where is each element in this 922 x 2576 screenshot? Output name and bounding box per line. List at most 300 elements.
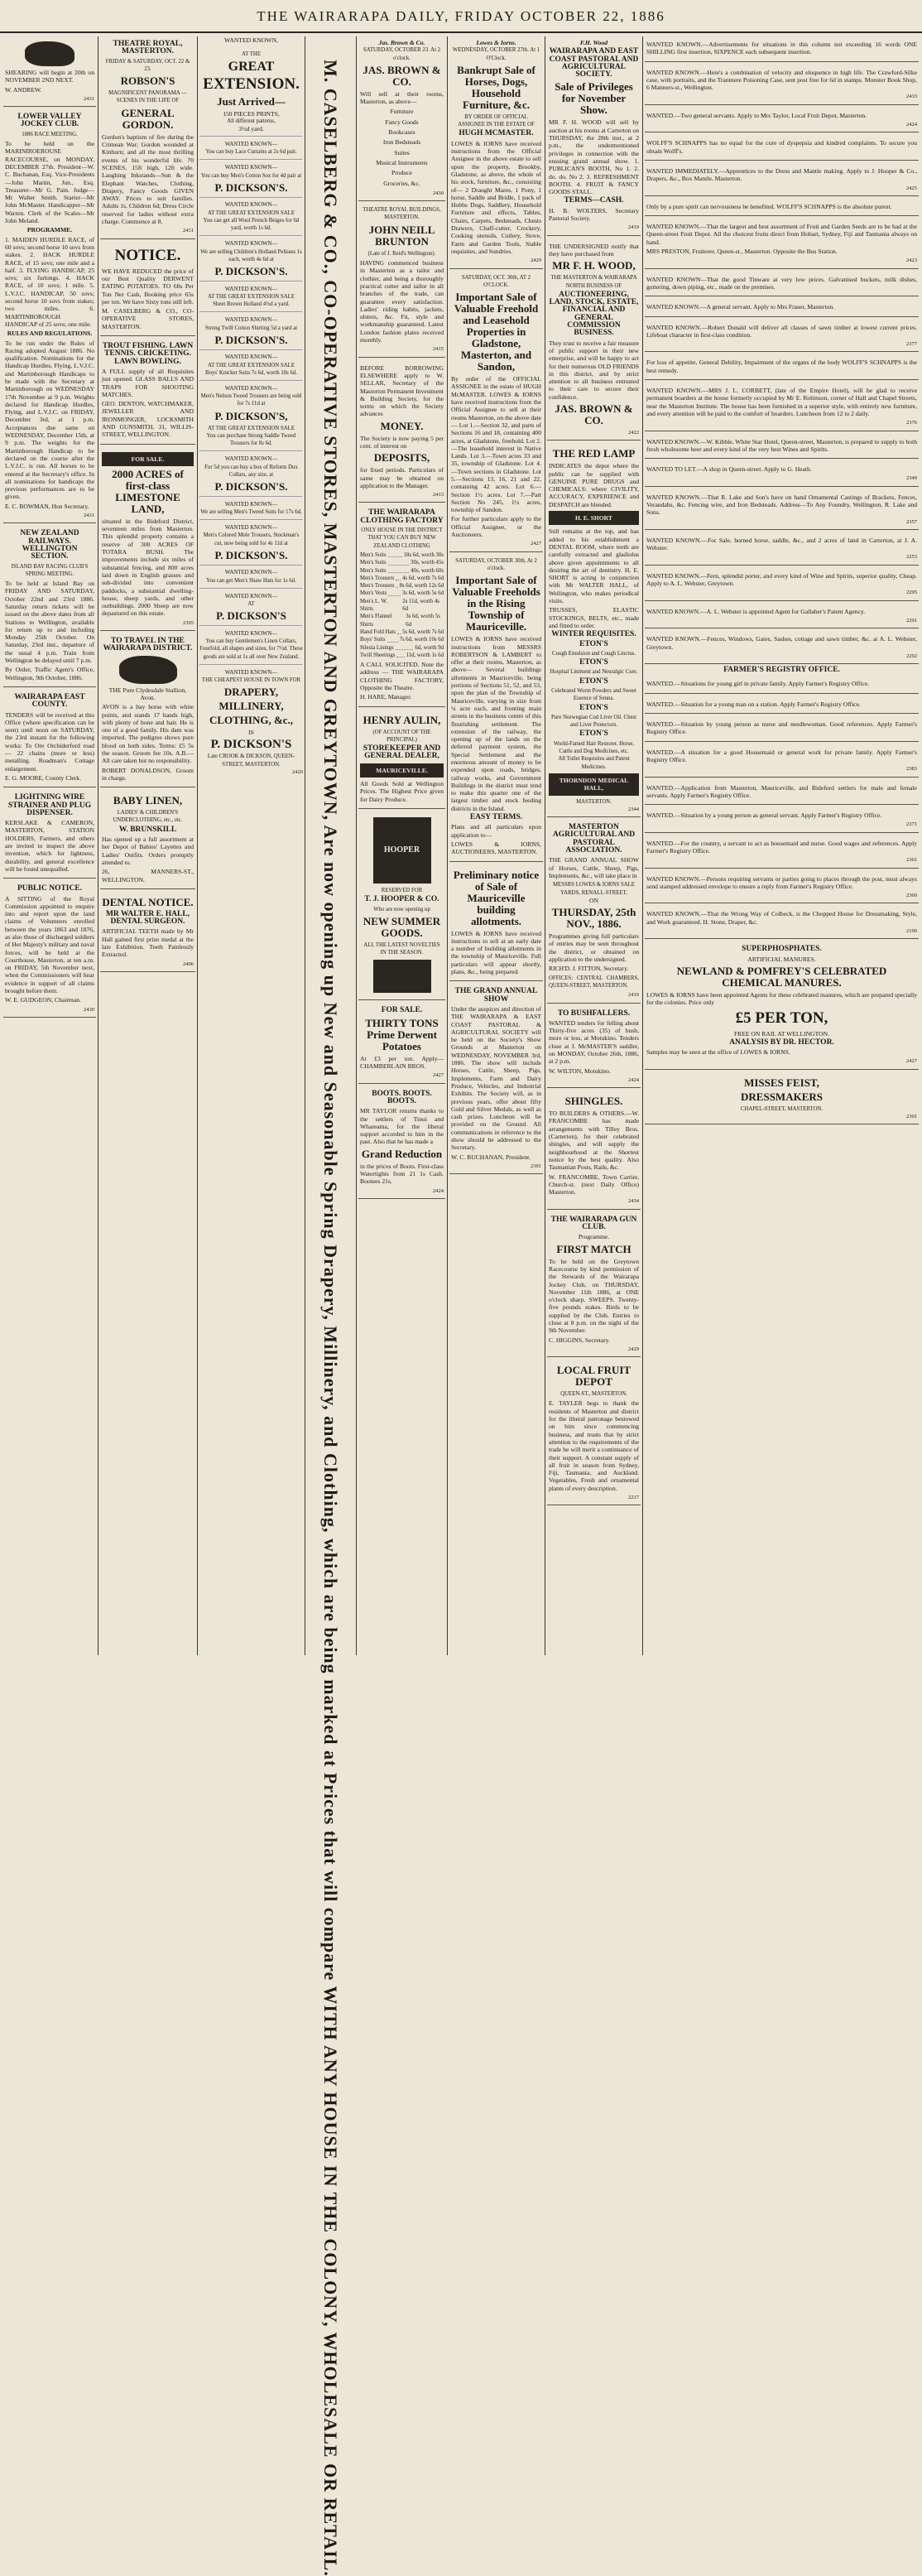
ad-title: WINTER REQUISITES. [551, 630, 636, 639]
price-row [360, 652, 444, 659]
wanted-known: WANTED KNOWN— [224, 241, 278, 248]
price-row [360, 644, 444, 652]
ad-fruit-depot [547, 1360, 641, 1505]
classified [645, 65, 919, 105]
ad-heading: Just Arrived— [217, 94, 286, 108]
ad-text: For further particulars apply to the Official Assignee, or the Auctioneers. [451, 515, 541, 539]
ad-text: You can buy Gentlemen's Linen Collars, Fourfold, all shapes and sizes, for 7½d. These goods are sold at 1s all over New Zealand. [199, 638, 303, 660]
ad-title: THEATRE ROYAL, MASTERTON. [113, 40, 183, 56]
ad-date: SATURDAY, OCTOBER 23. At 2 o'clock. [363, 47, 441, 61]
ad-text: WANTED.—A situation for a good Housemaid or general work for private family. Apply Farmer's Registry Office. [646, 748, 917, 763]
ad-text: WANTED.—Two general servants. Apply to Mrs Taylor, Local Fruit Depot, Masterton. [646, 111, 867, 119]
price-list [360, 551, 444, 659]
decorative-image [373, 960, 431, 993]
ad-heading: JAS. BROWN & CO. [555, 402, 633, 426]
ad-text: All Toilet Requisites and Patent Medicines. [558, 756, 630, 770]
ad-shingles [547, 1091, 641, 1210]
price-row [360, 551, 444, 559]
wanted-known: WANTED KNOWN, [224, 36, 278, 44]
ad-heading: Important Sale of Valuable Freeholds in the Rising Township of Mauriceville. [452, 574, 540, 633]
ad-heading: JAS. BROWN & CO. [363, 63, 441, 88]
ad-text: At £3 per ton. Apply— CHAMBERLAIN BROS. [360, 1054, 444, 1071]
ad-red-lamp [547, 443, 641, 817]
ad-subtitle: ISLAND BAY RACING CLUB'S SPRING MEETING. [11, 563, 89, 577]
ad-sign: 26, MANNERS-ST., WELLINGTON. [102, 868, 194, 884]
ad-heading: GENERAL GORDON. [121, 106, 175, 131]
ad-title: WAIRARAPA AND EAST COAST PASTORAL AND AGRICULTURAL SOCIETY. [549, 47, 639, 79]
ad-heading: EXTENSION. [203, 75, 300, 93]
ad-text: Strong Twill Cotton Shirting 5d a yard at [204, 325, 298, 331]
ad-title: TO TRAVEL IN THE WAIRARAPA DISTRICT. [103, 637, 193, 653]
ad-text: KERSLAKE & CAMERON, MASTERTON, STATION HOLDERS, Farmers, and others are invited to inspect the above invention, which for lightness, durability, and general excellence will be found unequalled. [5, 819, 94, 873]
price-item: Men's Flannel Shirts [360, 614, 392, 628]
price-row [360, 590, 444, 597]
ad-potatoes-notice [100, 242, 195, 336]
ad-aulin [358, 710, 445, 809]
classified [645, 434, 919, 460]
ad-heading: THURSDAY, 25th NOV., 1886. [551, 906, 636, 931]
price-item: Hand Fold Hats [360, 628, 396, 635]
ad-number: 2292 [906, 652, 917, 659]
ad-number: 2430 [84, 1006, 94, 1013]
ad-number: 2427 [433, 1072, 444, 1079]
ad-lowes-freehold [449, 272, 543, 552]
ad-text: A FULL supply of all Requisites just opened. GLASS BALLS AND TRAPS FOR SHOOTING MATCHES. [102, 367, 194, 398]
ad-number: 2433 [906, 94, 917, 100]
classified [645, 461, 919, 487]
leader-dots [388, 567, 410, 573]
ad-title: ANALYSIS BY DR. HECTOR. [729, 1038, 834, 1047]
classified [645, 532, 919, 566]
ad-number: 2427 [906, 1058, 917, 1065]
ad-text: Only by a pure spirit can nervousness be benefited. WOLFF'S SCHNAPPS is the absolute purest. [646, 202, 892, 210]
section-heading: FARMER'S REGISTRY OFFICE. [723, 666, 840, 675]
ad-subtitle: THEATRE ROYAL BUILDINGS, MASTERTON. [363, 207, 441, 221]
ad-date: WEDNESDAY, OCTOBER 27th. At 1 O'Clock. [452, 47, 540, 61]
ad-subtitle: Programme. [578, 1233, 610, 1241]
ad-number: 2431 [183, 228, 194, 234]
ad-text: OFFICES: CENTRAL CHAMBERS, QUEEN-STREET, MASTERTON. [549, 975, 639, 989]
ad-text: MASTERTON. [576, 798, 612, 805]
ad-text: We are selling Men's Tweed Suits for 17s 6d. [200, 509, 302, 516]
ad-heading: SHINGLES. [564, 1095, 623, 1108]
ad-title: TROUT FISHING. LAWN TENNIS. CRICKETING. LAWN BOWLING. [102, 342, 194, 366]
ad-heading: Preliminary notice of Sale of Mauriceville building allotments. [453, 868, 540, 927]
price-row [360, 559, 444, 566]
ad-subtitle: LADIES' & CHILDREN'S UNDERCLOTHING, etc., etc. [113, 810, 183, 824]
ad-number: 2429 [531, 258, 541, 264]
ad-text: LOWES & IORNS have been appointed Agents for these celebrated manures, which are prepared specially for the colonies. Price only [646, 990, 917, 1007]
ad-number: 2361 [906, 857, 917, 864]
ad-railways [3, 526, 96, 687]
dickson-heading: P. DICKSON'S. [214, 480, 288, 494]
ad-heading: THE RED LAMP [552, 447, 636, 460]
price-value: 8s 6d, worth 12s 6d [399, 583, 444, 590]
ad-stallion [100, 633, 195, 787]
ad-text: WANTED.—Application from Masterton, Mauriceville, and Bideford settlers for male and female servants. Apply Farmer's Registry Office. [646, 783, 917, 799]
ad-sign: W. WILTON, Motukino. [549, 1067, 611, 1075]
ad-text: A SITTING of the Royal Commission appointed to enquire into and report upon the land claims of Volunteers enrolled between the years 1863 and 1876, as also those of discharged soldiers of Her Majesty's military and naval forces, will be held at the Courthouse, Masterton, at ten a.m. on FRIDAY, 5th November next, when the Commissioners will hear evidence in support of all claims brought before them. [5, 894, 94, 995]
ad-heading: DENTAL NOTICE. [102, 895, 194, 908]
ad-number: 2391 [531, 1163, 541, 1169]
ad-text: Samples may be seen at the office of LOWES & IORNS. [646, 1048, 790, 1057]
ad-text: in the prices of Boots. First-class Watertights from 21 1s Cash. Bootees 21s. [360, 1162, 444, 1186]
ad-text: INDICATES the depot where the public can be supplied with GENUINE PURE DRUGS and CHEMICALS: where CIVILITY, ACCURACY, EXPERIENCE and DESPATCH are blended. [549, 462, 639, 508]
ad-heading: NEW SUMMER GOODS. [363, 914, 441, 939]
ad-number: 2423 [906, 258, 917, 264]
ad-text: MR TAYLOR returns thanks to the settlers of Tinui and Whareama, for the liberal support accorded to him in the past. Also that he has made a [360, 1107, 444, 1146]
ad-number: 2217 [628, 1495, 639, 1501]
ad-number: 2424 [906, 122, 917, 128]
ad-number: 2422 [628, 429, 639, 436]
price-row [360, 636, 444, 643]
ad-text: WANTED KNOWN.—Persons requiring servants or parties going to places through the post, must always send stamped addressed envelope to ensure a reply from Farmer's Registry Office. [646, 874, 917, 890]
column-rule [356, 36, 357, 1655]
price-value: 3s 6d, worth 5s 6d [406, 614, 440, 628]
ad-text: TRUSSES, ELASTIC STOCKINGS, BELTS, etc., made and fitted to order. [549, 606, 639, 629]
wanted-known: WANTED KNOWN— [224, 570, 278, 576]
column-8 [645, 36, 919, 1655]
ad-number: 2429 [628, 1346, 639, 1352]
ad-text: BEFORE BORROWING ELSEWHERE apply to W. SELLAR, Secretary of the Masterton Permanent Investment & Building Society, for the terms on which the Society advances [360, 364, 444, 418]
classified [645, 135, 919, 161]
classified [645, 108, 919, 133]
ad-text: Gordon's baptism of fire during the Crimean War; Gordon wounded at Kinburn; and all the most thrilling events of his wonderful life. 70 SCENES, 15ft high, 12ft wide. Laughing Inkstands—Sun & the Elephant Watches, Clothing, Drapery, Fancy Goods GIVEN AWAY. Prices to suit families. Adults 1s, Children 6d; Dress Circle reserved for ladies without extra charge. Commence at 8. [102, 132, 194, 226]
ad-subtitle: (OF ACCOUNT OF THE PRINCIPAL) [372, 729, 431, 743]
ad-title: F.H. Wood [579, 39, 608, 46]
ad-theatre [100, 36, 195, 239]
price-value: 7s 6d, worth 10s 6d [399, 637, 444, 643]
ad-text: We are selling Children's Holland Pelisses 1s each, worth 4s 6d at [200, 248, 302, 262]
ad-trout [100, 339, 195, 445]
ad-sign: W. C. BUCHANAN, President. [451, 1153, 531, 1161]
wanted-known: WANTED KNOWN— [224, 501, 278, 508]
ad-brunton [358, 204, 445, 357]
ad-sign: W. FRANCOMBE, Town Carrier, Church-st. (next Daily Office) Masterton. [549, 1172, 639, 1197]
logo-text: HOOPER [383, 845, 420, 855]
ad-text: 1. MAIDEN HURDLE RACE, of 60 sovs; second horse 10 sovs from stakes. 2. HACK HURDLE RACE, of 15 sovs; one mile and a half. 3. FLYING HANDICAP, 25 sovs; six furlongs. 4. HACK RACE, of 10 sovs; 1 mile. 5. L.V.J.C. HANDICAP, 50 sovs; second horse 10 sovs from stakes; two miles. 6. MARTINBOROUGH HANDICAP of 25 sovs; one mile. [5, 235, 94, 328]
price-row [360, 598, 444, 614]
ad-heading: DEPOSITS, [373, 451, 430, 465]
ad-heading: 2000 ACRES of first-class LIMESTONE LAND, [112, 467, 184, 515]
wanted-known: WANTED KNOWN— [224, 202, 278, 209]
hooper-logo [373, 817, 431, 884]
price-value: 30s, worth 45s [411, 560, 444, 566]
ad-title: NEW ZEALAND RAILWAYS. WELLINGTON SECTION. [20, 529, 79, 561]
ad-text: The Society is now paying 5 per cent. of interest on [360, 434, 444, 450]
ad-number: 2383 [906, 766, 917, 773]
ad-hooper [358, 811, 445, 1000]
wanted-known: WANTED KNOWN— [224, 165, 278, 171]
ad-heading: LOCAL FRUIT DEPOT [556, 1364, 631, 1389]
caselberg-banner [306, 36, 354, 2576]
ad-subtitle: MAGNIFICENT PANORAMA — SCENES IN THE LIFE OF [108, 90, 187, 104]
ad-number: 2424 [628, 1076, 639, 1083]
ad-masterton-show [547, 820, 641, 1003]
ad-sign: C. HIGGINS, Secretary. [549, 1336, 610, 1344]
ad-text: WANTED.—For the country, a servant to act as housemaid and nurse. Good wages and references. Apply Farmer's Registry Office. [646, 839, 917, 855]
price-value: 5s 6d, worth 7s 6d [401, 628, 444, 635]
ad-text: AT THE GREAT EXTENSION SALE [208, 294, 295, 301]
price-value: 40s, worth 60s [411, 567, 444, 574]
ad-text: To be held on the MARINIROEROUSE RACECOURSE, on MONDAY, DECEMBER 27th. President—W. C. Buchanan, Esq. Vice-Presidents—John Martin, Jun., Esq. Treasurer—Mr G. Pain. Judge—Mr Walter Smith. Starter—Mr John McMaster. Handicapper—Mr Warren. Clerk of the Scales—Mr John Meland. [5, 140, 94, 225]
ad-title: THE WAIRARAPA GUN CLUB. [550, 1215, 637, 1232]
ad-text: MR F. H. WOOD will sell by auction at his rooms at Carterton on THURSDAY, the 28th inst., at 2 p.m., the undermentioned privileges in connection with the ensuing grand annual show. 1. PUBLICAN'S BOOTH, No 1. 2. do. do. No 2. 3. REFRESHMENT BOOTH. 4. FRUIT & FANCY GOODS STALL. [549, 118, 639, 196]
ad-heading: THIRTY TONS Prime Derwent Potatoes [365, 1016, 439, 1052]
ad-title: LOWER VALLEY JOCKEY CLUB. [17, 113, 82, 129]
ad-jas-brown [358, 36, 445, 201]
ad-text: Who are now opening up [373, 906, 430, 912]
ad-text: To be held at Island Bay on FRIDAY AND SATURDAY, October 22nd and 23rd 1886. Saturday return tickets will be issued on the above dates from all Stations to Wellington, available for return up to and including Monday 25th October. On Saturday, 23rd inst., departure of the usual 4 p.m. Train from Wellington be delayed until 7 p.m. [5, 580, 94, 665]
ad-heading: HENRY AULIN, [363, 713, 441, 726]
ad-subtitle: ARTIFICIAL MANURES. [747, 955, 816, 963]
ad-text: WANTED.—Situation by a young person as general servant. Apply Farmer's Registry Office. [646, 811, 882, 820]
ad-heading: £5 PER TON, [735, 1009, 828, 1027]
ad-number: 2415 [433, 346, 444, 353]
ad-text: THE UNDERSIGNED notify that they have purchased from [549, 242, 639, 258]
ad-sign: By Order, Traffic Agent's Office, Wellington, 9th October, 1886. [5, 666, 94, 681]
ad-text: SHEARING will begin at 20th on NOVEMBER 2ND NEXT. [5, 69, 94, 84]
ad-text: For 5d you can buy a box of Reform Dux Collars, any size, at [204, 464, 298, 478]
ad-number: 2291 [906, 617, 917, 624]
price-row [360, 628, 444, 636]
ad-number: 2349 [906, 475, 917, 482]
ad-text: Boys' Knicker Suits 7s 6d, worth 10s 6d. [205, 369, 297, 376]
ad-text: WANTED KNOWN.—A general servant. Apply to Mrs Fraser, Masterton. [646, 303, 835, 311]
classified [645, 604, 919, 629]
ad-text: All different patterns, [227, 118, 276, 124]
ad-sign: H. B. WOLTERS, Secretary Pastoral Society. [549, 206, 639, 223]
ad-show [449, 984, 543, 1174]
price-row [360, 582, 444, 590]
classified [645, 744, 919, 778]
ad-subtitle: PROGRAMME. [26, 226, 73, 234]
ad-text: All Goods Sold at Wellington Prices. The Highest Price given for Dairy Produce. [360, 780, 444, 803]
auction-item: Groceries, &c. [383, 179, 420, 187]
ad-subtitle: BY ORDER OF OFFICIAL ASSIGNEE IN THE ESTATE OF [458, 113, 535, 128]
ad-title: BOOTS. BOOTS. BOOTS. [372, 1089, 432, 1105]
ad-text: WANTED KNOWN.—For Sale, horned horse, saddle, &c., and 2 acres of land in Carterton, at J. A. Webster. [646, 536, 917, 552]
ad-title: T. J. HOOPER & CO. [364, 895, 439, 904]
ad-heading: MISSES FEIST, [744, 1076, 819, 1089]
ad-text: Men's Colored Mole Trousers, Stockman's cut, now being sold for 4s 11d at [203, 532, 300, 546]
ad-number: 2424 [433, 1187, 444, 1194]
ad-title: TERMS—CASH. [564, 196, 624, 205]
ad-heading: Grand Reduction [361, 1147, 443, 1160]
ad-text: FREE ON RAIL AT WELLINGTON. [733, 1029, 830, 1038]
ad-subtitle: THE MASTERTON & WAIRARAPA NORTH BUSINESS OF [550, 275, 637, 289]
classified [645, 354, 919, 380]
ad-heading: MAURICEVILLE. [360, 763, 444, 778]
ad-jockey-club [3, 109, 96, 523]
ad-number: 2190 [906, 928, 917, 935]
ad-title: ETON'S [579, 729, 608, 739]
ad-for-sale [100, 447, 195, 631]
ad-text: WANTED IMMEDIATELY.—Apprentices to the Dress and Mantle making. Apply to J. Hooper & Co., Drapers, &c., Box Mantle, Masterton. [646, 166, 917, 183]
ad-text: WANTED KNOWN—That the good Tinware at very low prices. Galvanised buckets, milk dishes, guttering, down piping, etc., made on the premises. [646, 275, 917, 291]
ad-subtitle: 1886 RACE MEETING. [22, 131, 78, 137]
classified [645, 568, 919, 601]
column-1 [3, 36, 96, 1655]
ad-text: ON [589, 896, 598, 904]
price-item: Men's Suits [360, 551, 387, 558]
ad-number: 2376 [906, 420, 917, 426]
sheep-icon [25, 41, 74, 66]
ad-subtitle: RULES AND REGULATIONS. [7, 330, 93, 338]
ad-text: for fixed periods. Particulars of same may be obtained on application to the Manager. [360, 466, 444, 489]
ad-text: IS [248, 729, 254, 737]
ad-text: You can get all Wool French Beiges for 6d yard, worth 1s 6d. [203, 218, 300, 232]
ad-text: Cough Emulsion and Cough Linctus. [551, 650, 636, 657]
ad-number: 2295 [906, 590, 917, 596]
ad-text: 150 PIECES PRINTS, [223, 109, 280, 118]
ad-boots [358, 1086, 445, 1199]
classified [645, 696, 919, 714]
wanted-known: WANTED KNOWN— [224, 385, 278, 392]
ad-title: STOREKEEPER AND GENERAL DEALER, [363, 744, 441, 761]
classified [645, 489, 919, 530]
ad-text: THE CHEAPEST HOUSE IN TOWN FOR [201, 677, 301, 683]
dickson-heading: P. DICKSON'S. [214, 333, 288, 346]
classified [645, 871, 919, 904]
ad-text: WANTED KNOWN.—MRS J. L. CORBETT, (late of the Empire Hotel), will be glad to receive permanent boarders at the house formerly occupied by Mr E. Robinson, corner of Hall and Chapel Streets, near the Masterton Institute. The house has been furnished in a superior style, with entirely new furniture, and every attention will be paid to the comfort of boarders. Luncheon from 12 to 2 daily. [646, 387, 917, 417]
price-value: 6d, worth 9d [415, 644, 444, 651]
ad-sign: ROBERT DONALDSON, Groom in charge. [102, 766, 194, 782]
ad-text: You can get Men's Shaw Hats for 1s 6d. [206, 577, 296, 584]
wanted-known: WANTED KNOWN— [224, 142, 278, 148]
leader-dots [387, 636, 398, 642]
ad-text: WANTED TO LET.—A shop in Queen-street. Apply to G. Heath. [646, 465, 812, 474]
ad-public-notice [3, 881, 96, 1018]
ad-number: 2419 [628, 224, 639, 231]
ad-title: W. BRUNSKILL [118, 825, 177, 834]
ad-text: WANTED tenders for felling about Thirty-five acres (35) of bush, more or less, at Motukino. Tenders close at J. McMASTER'S saddler, on MONDAY, October 26th, 1886, at 2 p.m. [549, 1018, 639, 1066]
ad-text: By order of the OFFICIAL ASSIGNEE in the estate of HUGH McMASTER. LOWES & IORNS have received instructions from the Official Assignee to sell at their rooms Masterton, on the above date — Lot 1.—Section 32, and parts of Sections 16 and 18, containing 400 acres, at Gladstone, freehold. Lot 2.—The leasehold interest in Native Lands. Lot 3.—Town acres 33 and 35, township of Gladstone. Lot 4.—Town sections in Gladstone. Lot 5.—Sections 13, 16, 21 and 22, containing 42 acres. Lot 6.—Section 1½ acres. Lot 7.—Part Section No 245, 1½ acres, township of Sandon. [451, 375, 541, 514]
price-row [360, 613, 444, 628]
classified [645, 199, 919, 216]
ad-heading: THORNDON MEDICAL HALL, [549, 773, 639, 796]
leader-dots [388, 551, 402, 557]
price-value: 3s 6d, worth 5s 6d [401, 590, 444, 597]
ad-text: To be run under the Rules of Racing adopted August 1886. No qualification. Nominations for the Handicap Hurdles, Flying, L.V.J.C. and Martinborough Handicaps to be made with the Secretary at Martinborough on WEDNESDAY 17th November at 9 p.m. Weights declared for Handicap Hurdles, Flying, and L.V.J.C. on FRIDAY, December 3rd, at 1 p.m. Acceptances due same on WEDNESDAY, December 15th, at 9 p.m. The weights for the Martinborough Handicap to be declared on the course after the L.V.J.C. is run. All horses to be entered at the Secretary's office. In all nominations for handicaps the previous performances are to be given. [5, 339, 94, 501]
ad-subtitle: (Late of J. Reid's Wellington). [367, 250, 436, 257]
dickson-heading: P. DICKSON'S. [214, 181, 288, 194]
ad-text: WANTED KNOWN.—W. Kibble, White Star Hotel, Queen-street, Masterton, is prepared to supply to both fresh wholesome beer and every kind of the very best Wines and Spirits. [646, 437, 917, 453]
classified [645, 631, 919, 664]
ad-title: ETON'S [579, 639, 608, 648]
price-value: 18s 6d, worth 30s [403, 551, 444, 558]
ad-sign: W. ANDREW. [5, 85, 42, 94]
ad-number: 2406 [183, 961, 194, 967]
price-item: Men's Trousers [360, 583, 395, 590]
ad-text: WANTED KNOWN.—Fences, Windows, Gates, Sashes, cottage and sawn timber, &c. at A. L. Webster, Greytown. [646, 635, 917, 651]
ad-sign: MRS PRESTON, Fruiterer, Queen-st., Masterton. Opposite the Bus Station. [646, 248, 838, 256]
ad-text: WE HAVE REDUCED the price of our Best Quality DERWENT EATING POTATOES. TO 60s Per Ton Net Cash, Booking price 65s per ton. We have Sixty tons still left. [102, 267, 194, 306]
ad-date: SATURDAY, OCT. 30th, AT 2 O'CLOCK. [461, 274, 531, 288]
ad-title: HUGH MCMASTER. [459, 129, 534, 138]
ad-number: 2395 [183, 619, 194, 626]
ad-number: 2420 [292, 769, 303, 776]
ad-title: ETON'S [579, 677, 608, 686]
auction-item: Fancy Goods [385, 118, 419, 126]
ad-text: LOWES & IORNS have received instructions to sell at an early date a number of building allotments in the township of Mauriceville. Full particulars will appear shortly, plans, &c., being prepared. [451, 929, 541, 976]
ad-heading: Bankrupt Sale of Horses, Dogs, Household Furniture, &c. [457, 63, 535, 111]
ad-number: 2377 [906, 341, 917, 348]
ad-text: WANTED KNOWN.—Robert Donald will deliver all classes of sawn timber at lowest current prices. Lifeboat character in first-class condition. [646, 323, 917, 339]
price-item: Men's Vests [360, 590, 387, 597]
price-value: 4s 6d, worth 7s 6d [401, 575, 444, 581]
dickson-heading: P. DICKSON'S [216, 609, 286, 623]
ad-county [3, 690, 96, 787]
column-rule [642, 36, 643, 1655]
ad-title: LIGHTNING WIRE STRAINER AND PLUG DISPENSER. [7, 793, 92, 817]
price-item: Boys' Suits [360, 637, 386, 643]
ad-text: HAVING commenced business in Masterton as a tailor and clothier, and being a thoroughly practical cutter and tailor in all branches of the trade, can guarantee every satisfaction. Ladies' riding habits, jackets, ulsters, &c. Fit, style and workmanship guaranteed. Latest London fashion plates received monthly. [360, 259, 444, 344]
ad-text: E. TAYLER begs to thank the residents of Masterton and district for the liberal patronage bestowed on him since commencing business, and trusts that by strict attention to the requirements of the trade he will merit a continuance of their support. A constant supply of all fruit in season from Sydney, Fiji, Tasmania, and Auckland. Vegetables, Fresh and ornamental plants of every description. [549, 1399, 639, 1492]
leader-dots [396, 644, 414, 650]
price-item: Twill Sheetings [360, 652, 396, 658]
ad-text: WANTED KNOWN.—That the Wrong Way of Colbeck, is the Chopped House for Dressmaking, Style, and Work guaranteed. H. Stone, Draper, &c. [646, 910, 917, 926]
ad-heading: Important Sale of Valuable Freehold and Leasehold Properties in Gladstone, Masterton, and Sandon, [454, 291, 539, 373]
ad-shearing [3, 36, 96, 107]
ad-gun-club [547, 1212, 641, 1357]
ad-sign: W. E. GUDGEON, Chairman. [5, 996, 81, 1004]
ad-text: WANTED KNOWN.—That the largest and best assortment of Fruit and Garden Seeds are to be had at the Queen-street Fruit Depot. All the choicest fruits direct from Hobart, Sydney, Fiji and Tasmania always on hand. [646, 223, 917, 246]
ad-number: 2431 [84, 95, 94, 102]
classified [645, 906, 919, 939]
ad-text: You can purchase Strong Saddle Tweed Trousers for 8s 6d. [206, 433, 296, 447]
ad-text: You can buy Men's Cotton Sox for 4d pair at [200, 172, 302, 179]
column-3-dickson [199, 36, 303, 1655]
wanted-known: WANTED KNOWN— [224, 669, 278, 676]
ad-text: Celebrated Worm Powders and Sweet Essence of Senna. [551, 688, 636, 702]
wanted-known: WANTED KNOWN— [224, 630, 278, 637]
ad-number: 2410 [628, 992, 639, 999]
ad-number: 2360 [906, 893, 917, 899]
classified [645, 835, 919, 869]
price-item: Men's L. W. Shirts [360, 598, 387, 613]
ad-heading: FOR SALE. [102, 452, 194, 466]
price-value: 2s 11d, worth 4s 6d [402, 598, 439, 613]
ad-text: WANTED KNOWN.—A. L. Webster is appointed Agent for Gallaher's Patent Agency. [646, 607, 866, 615]
auction-items [360, 108, 444, 186]
ad-dental [100, 892, 195, 972]
ad-title: THE GRAND ANNUAL SHOW [454, 987, 538, 1004]
ad-heading: NOTICE. [114, 246, 181, 264]
ad-title: WAIRARAPA EAST COUNTY. [14, 692, 85, 710]
ad-lowes-bankrupt [449, 36, 543, 269]
ad-text: For loss of appetite, General Debility, Impairment of the organs of the body WOLFF'S SCHNAPPS is the best remedy. [646, 359, 917, 374]
ad-text: Still remains at the top, and has added to his establishment a DENTAL ROOM, where teeth are carefully extracted and gladiolus above given appointments to all desiring the art of dentistry. H. E. SHORT is acting in conjunction with Mr WALTER HALL, of Wellington, who makes periodical visits. [549, 527, 639, 605]
ad-text: THE GRAND ANNUAL SHOW of Horses, Cattle, Sheep, Pigs, Implements, &c., will take place in [549, 856, 639, 879]
ad-heading: MR F. H. WOOD, [552, 259, 636, 272]
auction-item: Produce [391, 169, 412, 177]
ad-title: SUPERPHOSPHATES. [742, 945, 822, 954]
column-2 [100, 36, 195, 1655]
ad-brown-purchase [547, 238, 641, 441]
ad-text: AVON is a bay horse with white points, and stands 17 hands high, with plenty of bone and hair. He is one of a good family. His dam was imported. The pedigree shows pure blood on both sides. Terms: £5 5s the season. Groom fee 10s. A.B.—All care taken but no responsibility. [102, 703, 194, 765]
ad-text: AT THE GREAT EXTENSION SALE [208, 362, 295, 368]
ad-date: SATURDAY, OCTOBER 30th, At 2 o'clock. [455, 557, 537, 571]
classified [645, 219, 919, 268]
ad-number: 2357 [906, 518, 917, 525]
ad-bushfallers [547, 1006, 641, 1089]
ad-heading: MONEY. [380, 419, 424, 432]
ad-heading: GREAT [228, 59, 275, 74]
ad-text: Has opened up a full assortment at her Depot of Babies' Layettes and Ladies' Outfits. Orders promptly attended to. [102, 835, 194, 866]
wanted-known: WANTED KNOWN— [224, 593, 278, 599]
ad-heading: DRAPERY, [223, 686, 279, 699]
